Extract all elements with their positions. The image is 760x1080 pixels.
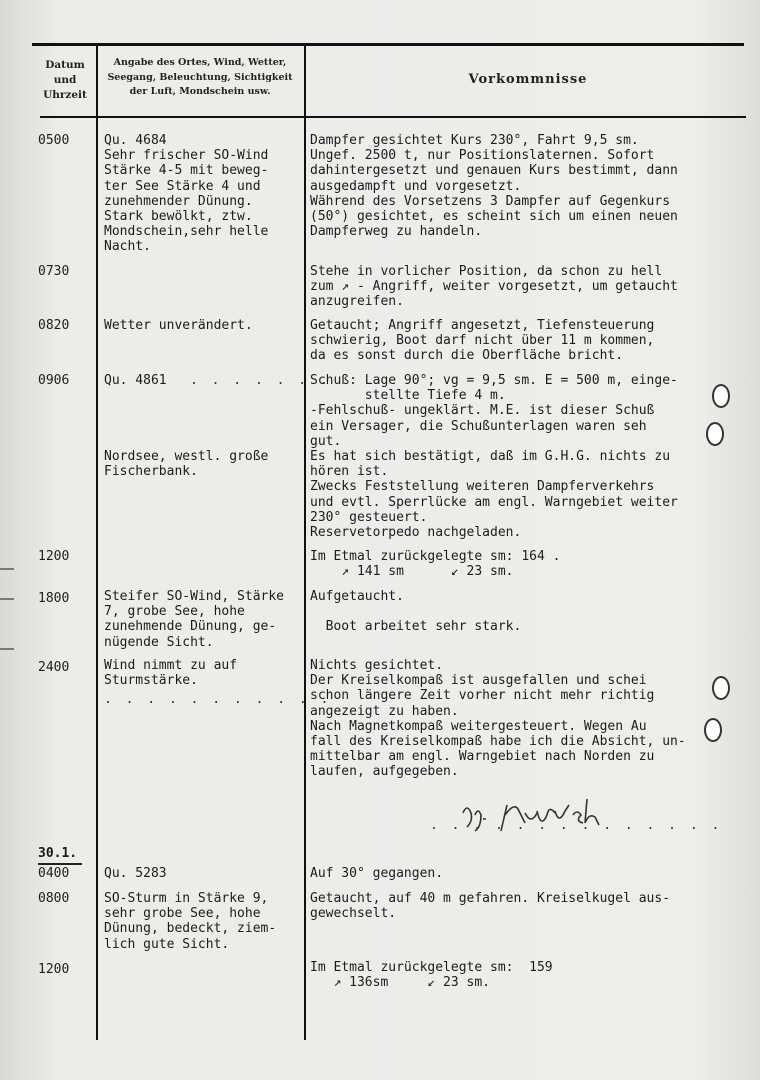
leader-dots: . . . . . . . [190,373,331,388]
date-underline [38,863,82,865]
margin-mark [0,568,14,570]
entry-event-text: Stehe in vorlicher Position, da schon zu hell zum ↗ - Angriff, weiter vorgesetzt, um getaucht anzugreifen. [310,264,678,310]
header-col2-line1: Angabe des Ortes, Wind, Wetter, [113,57,287,68]
entry-event-text: Nichts gesichtet. Der Kreiselkompaß ist ausgefallen und schei schon längere Zeit vorher nicht mehr richtig angezeigt zu haben. Nach Magnetkompaß weitergesteuert. Wegen Au fall des Kreiselkompaß habe ich die Absicht, un- mittelbar am engl. Warngebiet nach Norden zu laufen, aufgegeben. [310,658,686,780]
table-top-border [32,43,744,46]
entry-time: 0800 [38,891,70,906]
entry-time: 1200 [38,962,70,977]
entry-time: 2400 [38,660,70,675]
entry-location-text: SO-Sturm in Stärke 9, sehr grobe See, hohe Dünung, bedeckt, ziem- lich gute Sicht. [104,891,277,952]
header-date-word: Datum [45,59,85,71]
entry-event-text: Getaucht; Angriff angesetzt, Tiefensteuerung schwierig, Boot darf nicht über 11 m kommen, da es sonst durch die Oberfläche bricht. [310,318,655,364]
entry-event-text: Dampfer gesichtet Kurs 230°, Fahrt 9,5 sm. Ungef. 2500 t, nur Positionslaternen. Sofort dahintergesetzt und genauen Kurs bestimmt, dann ausgedampft und vorgesetzt. Während des Vorsetzens 3 Dampfer auf Gegenkurs (50°) gesichtet, es scheint sich um einen neuen Dampferweg zu handeln. [310,133,678,240]
entry-location-text: Nordsee, westl. große Fischerbank. [104,449,269,480]
entry-time: 1800 [38,591,70,606]
entry-time: 0906 [38,373,70,388]
entry-event-text: Schuß: Lage 90°; vg = 9,5 sm. E = 500 m, einge- stellte Tiefe 4 m. -Fehlschuß- ungeklärt. M.E. ist dieser Schuß ein Versager, die Schußunterlagen waren seh gut. [310,373,678,449]
punch-hole-mark [712,384,730,408]
margin-mark [0,648,14,650]
entry-event-text: Im Etmal zurückgelegte sm: 164 . ↗ 141 sm ↙ 23 sm. [310,549,561,580]
header-events: Vorkommnisse [468,72,588,87]
entry-time: 0820 [38,318,70,333]
entry-event-text: Es hat sich bestätigt, daß im G.H.G. nichts zu hören ist. Zwecks Feststellung weiteren Dampferverkehrs und evtl. Sperrlücke am engl. Warngebiet weiter 230° gesteuert. Reservetorpedo nachgeladen. [310,449,678,541]
header-date-time [36,58,94,103]
header-location-weather [100,56,300,100]
entry-event-text: Aufgetaucht. Boot arbeitet sehr stark. [310,589,522,635]
margin-mark [0,598,14,600]
signature-image [455,785,635,840]
entry-location-text: Wetter unverändert. [104,318,253,333]
entry-time: 1200 [38,549,70,564]
header-col2-line3: der Luft, Mondschein usw. [129,86,271,97]
entry-time: 0730 [38,264,70,279]
entry-time: 0400 [38,866,70,881]
punch-hole-mark [704,718,722,742]
header-bottom-border [40,116,746,118]
punch-hole-mark [706,422,724,446]
date-mark: 30.1. [38,846,78,861]
header-time-word: Uhrzeit [43,89,87,101]
leader-dots: . . . . . . . . . . . [104,692,332,707]
header-col2-line2: Seegang, Beleuchtung, Sichtigkeit [107,71,293,83]
column-divider-2 [304,43,306,1040]
column-divider-1 [96,43,98,1040]
entry-event-text: Getaucht, auf 40 m gefahren. Kreiselkugel aus- gewechselt. [310,891,671,922]
entry-location-text: Steifer SO-Wind, Stärke 7, grobe See, hohe zunehmende Dünung, ge- nügende Sicht. [104,589,285,650]
entry-location-text: Qu. 4861 [104,373,167,388]
entry-location-text: Wind nimmt zu auf Sturmstärke. [104,658,238,689]
entry-location-text: Qu. 5283 [104,866,167,881]
entry-time: 0500 [38,133,70,148]
entry-event-text: Im Etmal zurückgelegte sm: 159 ↗ 136sm ↙ 23 sm. [310,960,553,991]
signature-dots: . . . . . . . . . . . . . . [430,818,723,833]
entry-event-text: Auf 30° gegangen. [310,866,444,881]
header-and-word: und [53,74,77,86]
punch-hole-mark [712,676,730,700]
entry-location-text: Qu. 4684 Sehr frischer SO-Wind Stärke 4-5 mit beweg- ter See Stärke 4 und zunehmender Dünung. Stark bewölkt, ztw. Mondschein,sehr helle Nacht. [104,133,269,255]
